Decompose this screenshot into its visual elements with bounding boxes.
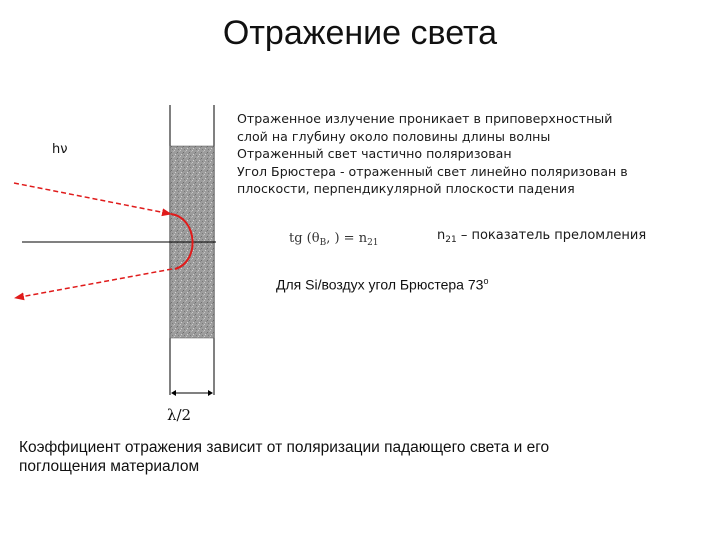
description-line: Отраженное излучение проникает в приповерхностный	[237, 111, 613, 126]
n21-text: – показатель преломления	[456, 228, 647, 243]
description-line: Отраженный свет частично поляризован	[237, 146, 512, 161]
footer-line: Коэффициент отражения зависит от поляризации падающего света и его	[19, 439, 550, 456]
n21-symbol: n	[437, 228, 446, 243]
formula-rhs-sub: 21	[367, 238, 379, 248]
dimension-arrow-right	[208, 390, 213, 396]
footer-line: поглощения материалом	[19, 458, 200, 475]
formula-lhs: tg (θ	[289, 231, 320, 246]
thickness-label: λ/2	[167, 406, 192, 424]
reflection-coefficient-note	[19, 438, 709, 476]
description-line: плоскости, перпендикулярной плоскости падения	[237, 181, 575, 196]
formula-rhs: , ) = n	[326, 231, 368, 246]
photon-label: hν	[52, 142, 68, 157]
dimension-arrow-left	[171, 390, 176, 396]
formula-lhs-sub: B	[319, 238, 327, 248]
description-line: Угол Брюстера - отраженный свет линейно поляризован в	[237, 163, 628, 179]
brewster-text: Для Si/воздух угол Брюстера 73	[276, 276, 484, 293]
n21-subscript: 21	[445, 235, 457, 245]
description-line: слой на глубину около половины длины волны	[237, 128, 551, 144]
incident-beam	[14, 183, 171, 214]
brewster-degree: o	[483, 276, 489, 286]
reflected-beam	[15, 269, 172, 298]
slide-title: Отражение света	[222, 14, 498, 52]
